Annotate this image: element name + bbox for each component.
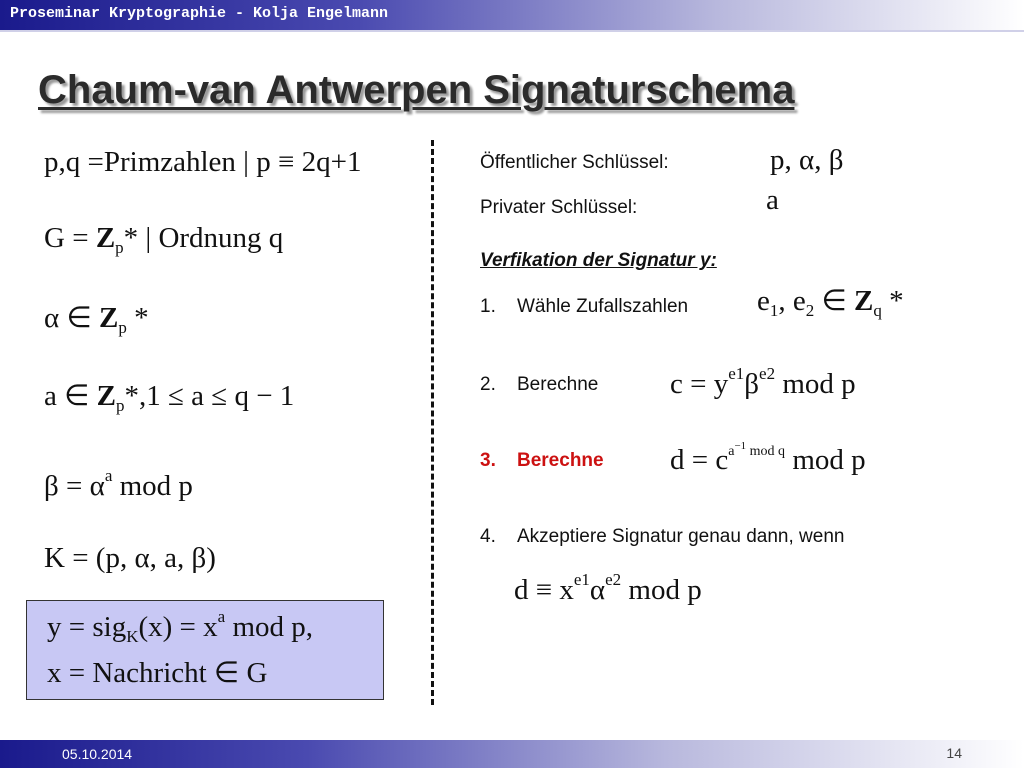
- step-3-formula-b: a: [728, 444, 735, 459]
- public-key-value: p, α, β: [770, 144, 844, 176]
- step-1-number: 1.: [480, 296, 496, 317]
- formula-a-range-a: a ∈: [44, 380, 97, 412]
- step-2-formula-b: e1: [728, 364, 745, 383]
- step-1-formula-g: q: [873, 301, 882, 320]
- formula-group: [44, 222, 283, 258]
- footer-date: 05.10.2014: [62, 746, 133, 762]
- step-2-text: Berechne: [517, 374, 599, 395]
- step-4-formula-c: α: [589, 574, 606, 606]
- formula-group-z: Z: [95, 222, 116, 254]
- step-4-formula-d: e2: [605, 570, 622, 589]
- formula-alpha-a: α ∈: [44, 302, 99, 334]
- verification-heading: Verfikation der Signatur y:: [480, 250, 717, 271]
- formula-alpha-sub: p: [118, 318, 127, 337]
- formula-signature: [47, 607, 313, 647]
- formula-beta: [44, 466, 193, 503]
- slide-title: Chaum-van Antwerpen Signaturschema: [38, 68, 795, 112]
- step-1-formula-a: e: [757, 285, 770, 317]
- formula-key: K = (p, α, a, β): [44, 542, 216, 574]
- formula-group-a: G =: [44, 222, 96, 254]
- formula-group-d: * | Ordnung q: [123, 222, 284, 254]
- step-1-formula-h: *: [881, 285, 904, 317]
- step-4-formula-e: mod p: [621, 574, 702, 606]
- step-2-formula-a: c = y: [670, 368, 729, 400]
- formula-alpha-z: Z: [98, 302, 119, 334]
- footer-bar: [0, 740, 1024, 768]
- step-1-formula-z: Z: [854, 285, 874, 317]
- private-key-label: Privater Schlüssel:: [480, 197, 638, 218]
- formula-signature-e: mod p,: [225, 611, 314, 643]
- step-1-formula-e: ∈: [814, 285, 855, 317]
- step-3-formula-c: −1: [734, 440, 747, 452]
- page-number: 14: [946, 745, 962, 761]
- formula-beta-c: mod p: [112, 470, 193, 502]
- step-2-formula-c: β: [744, 368, 760, 400]
- step-3-formula-a: d = c: [670, 444, 729, 476]
- header-text: Proseminar Kryptographie - Kolja Engelmann: [10, 5, 389, 22]
- formula-signature-c: (x) = x: [138, 611, 218, 643]
- step-1-formula: [757, 283, 904, 321]
- formula-group-sub: p: [115, 238, 124, 257]
- private-key-value: a: [766, 184, 779, 216]
- step-3-number: 3.: [480, 450, 496, 471]
- formula-beta-sup: a: [104, 466, 113, 485]
- step-1-formula-c: , e: [778, 285, 806, 317]
- column-divider: [431, 140, 434, 705]
- step-4-number: 4.: [480, 526, 496, 547]
- step-3-formula-e: mod p: [785, 444, 866, 476]
- step-4-text: Akzeptiere Signatur genau dann, wenn: [517, 526, 845, 547]
- step-2-formula-d: e2: [759, 364, 776, 383]
- formula-a-range: [44, 378, 294, 416]
- step-3-formula: [670, 440, 866, 477]
- step-2-formula: [670, 364, 856, 401]
- formula-alpha: [44, 300, 149, 338]
- step-1-text: Wähle Zufallszahlen: [517, 296, 689, 317]
- step-4-formula-b: e1: [573, 570, 590, 589]
- formula-beta-a: β = α: [44, 470, 105, 502]
- formula-alpha-d: *: [126, 302, 149, 334]
- formula-signature-sup: a: [217, 607, 226, 626]
- step-1-formula-b: 1: [769, 301, 779, 320]
- step-3-formula-d: mod q: [746, 444, 786, 459]
- formula-signature-a: y = sig: [47, 611, 127, 643]
- formula-a-range-z: Z: [96, 380, 116, 412]
- public-key-label: Öffentlicher Schlüssel:: [480, 152, 669, 173]
- step-4-formula: [514, 570, 702, 607]
- signature-box: [26, 600, 384, 700]
- step-2-formula-e: mod p: [775, 368, 856, 400]
- header-bar: [0, 0, 1024, 32]
- step-3-text: Berechne: [517, 450, 604, 471]
- step-2-number: 2.: [480, 374, 496, 395]
- formula-a-range-sub: p: [115, 396, 125, 415]
- formula-signature-sub: K: [126, 627, 139, 646]
- step-1-formula-d: 2: [805, 301, 815, 320]
- formula-primes: p,q =Primzahlen | p ≡ 2q+1: [44, 146, 362, 178]
- formula-a-range-d: *,1 ≤ a ≤ q − 1: [124, 380, 295, 412]
- step-4-formula-a: d ≡ x: [514, 574, 574, 606]
- formula-message: x = Nachricht ∈ G: [47, 657, 268, 689]
